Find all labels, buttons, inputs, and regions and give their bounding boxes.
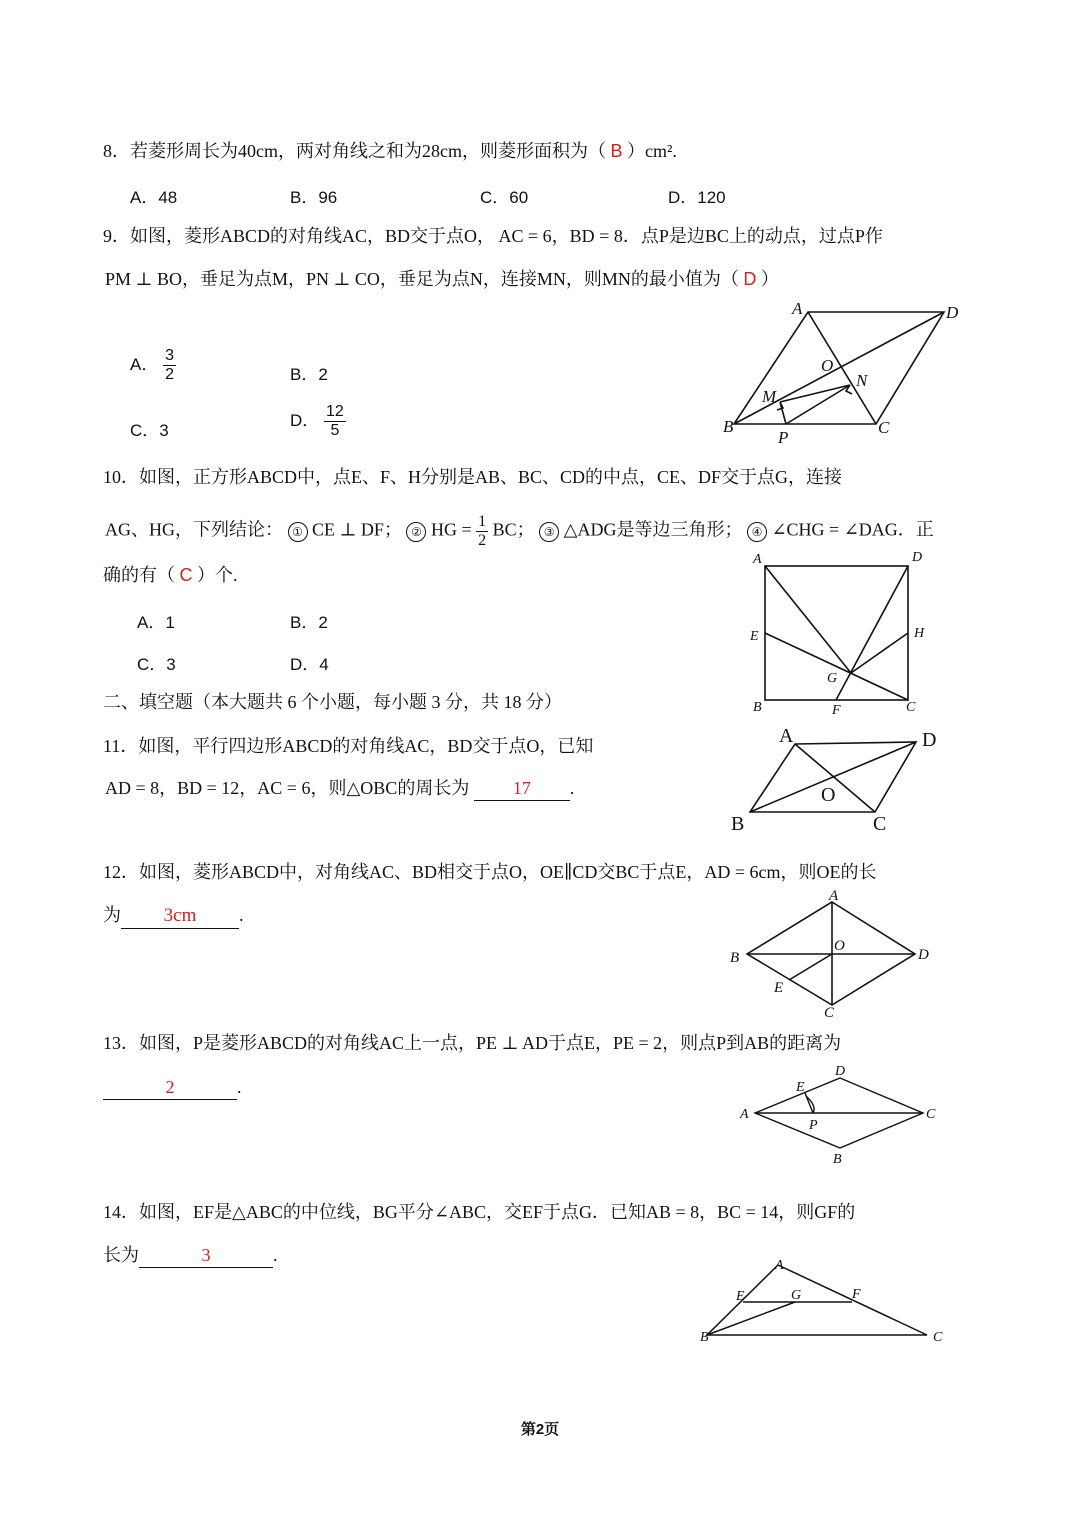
- q13-line2: 2 .: [103, 1075, 242, 1100]
- q13-label-c: C: [926, 1107, 936, 1122]
- q10-line3-suffix: ）个.: [197, 565, 238, 585]
- q12-label-a: A: [829, 888, 839, 904]
- q9-line1: 9．如图，菱形ABCD的对角线AC，BD交于点O， AC = 6，BD = 8．点P是边BC上的动点，过点P作: [103, 226, 883, 246]
- q10-line3: [103, 563, 238, 587]
- q12-label-c: C: [824, 1005, 835, 1021]
- q11-label-o: O: [821, 784, 836, 806]
- q10-label-g: G: [827, 671, 838, 686]
- q10-option-c: C．3: [137, 655, 176, 674]
- q9-label-p: P: [778, 428, 789, 447]
- q14-line2: 长为 3 .: [103, 1243, 278, 1268]
- q14-label-f: F: [852, 1287, 861, 1302]
- section-2-heading: 二、填空题（本大题共 6 个小题，每小题 3 分，共 18 分）: [103, 692, 562, 712]
- q9-option-b: B．2: [290, 365, 328, 384]
- q9-label-d: D: [946, 303, 959, 322]
- q10-line3-prefix: 确的有（: [103, 565, 175, 585]
- q10-conclusion-2-marker: ②: [406, 522, 426, 542]
- q8-option-d: D．120: [668, 188, 726, 207]
- q10-conclusion-1-marker: ①: [288, 522, 308, 542]
- q9-option-a-label: A．: [130, 354, 159, 374]
- q10-label-e: E: [750, 629, 759, 644]
- q10-figure: [745, 548, 935, 718]
- q14-answer-blank: [139, 1243, 273, 1268]
- q9-option-d-fraction: [324, 403, 346, 440]
- q14-figure: [695, 1255, 955, 1350]
- q10-answer: C: [179, 565, 193, 585]
- q10-conclusion-3-marker: ③: [539, 522, 559, 542]
- q12-label-o: O: [834, 938, 845, 954]
- q11-label-a: A: [779, 725, 794, 747]
- q8-option-b: B．96: [290, 188, 338, 207]
- q12-label-e: E: [774, 980, 784, 996]
- q10-label-c: C: [906, 700, 916, 715]
- q13-answer: 2: [165, 1077, 175, 1097]
- q12-line1: 12．如图，菱形ABCD中，对角线AC、BD相交于点O，OE∥CD交BC于点E，AD = 6cm，则OE的长: [103, 862, 877, 882]
- q13-label-e: E: [796, 1080, 805, 1095]
- q8-stem-suffix: ）cm².: [627, 141, 677, 161]
- q11-label-b: B: [731, 813, 745, 835]
- q9-option-d-denominator: 5: [330, 422, 340, 439]
- q14-line1: 14．如图，EF是△ABC的中位线，BG平分∠ABC，交EF于点G．已知AB = 8，BC = 14，则GF的: [103, 1202, 856, 1222]
- q10-label-b: B: [753, 700, 762, 715]
- q8-stem: [103, 139, 677, 163]
- q11-line1: 11．如图，平行四边形ABCD的对角线AC，BD交于点O，已知: [103, 736, 594, 756]
- q9-option-a: [130, 347, 176, 384]
- q9-option-c: C．3: [130, 421, 169, 440]
- q11-answer-blank: [474, 776, 570, 801]
- q13-line1: 13．如图，P是菱形ABCD的对角线AC上一点，PE ⊥ AD于点E，PE = 2，则点P到AB的距离为: [103, 1033, 842, 1053]
- q12-figure: [725, 888, 945, 1023]
- q10-option-a: A．1: [137, 613, 175, 632]
- q12-label-b: B: [730, 950, 740, 966]
- q10-option-d: D．4: [290, 655, 329, 674]
- q8-answer: B: [610, 141, 623, 161]
- q10-conclusion-4-marker: ④: [747, 522, 767, 542]
- q13-label-p: P: [809, 1118, 818, 1133]
- q13-label-d: D: [835, 1064, 846, 1079]
- q9-option-d-numerator: 12: [326, 403, 344, 420]
- q10-conclusion-1: CE ⊥ DF；: [312, 519, 402, 540]
- q10-line1: 10．如图，正方形ABCD中，点E、F、H分别是AB、BC、CD的中点，CE、DF交于点G，连接: [103, 467, 843, 487]
- q13-label-b: B: [833, 1152, 842, 1167]
- q10-label-d: D: [912, 550, 923, 565]
- q10-line2: [105, 513, 934, 550]
- q12-line2-prefix: 为: [103, 905, 121, 925]
- q10-half-denominator: 2: [478, 532, 487, 549]
- q9-label-o: O: [821, 356, 834, 375]
- q13-label-a: A: [740, 1107, 749, 1122]
- q8-option-c: C．60: [480, 188, 529, 207]
- q9-line2-suffix: ）: [760, 269, 779, 289]
- q9-label-c: C: [878, 418, 890, 437]
- q10-label-a: A: [753, 552, 762, 567]
- q12-answer: 3cm: [163, 905, 197, 926]
- q9-label-b: B: [723, 417, 734, 436]
- q10-conclusion-4: ∠CHG = ∠DAG．正: [771, 519, 934, 540]
- q11-label-d: D: [922, 729, 937, 751]
- q9-figure: [720, 298, 970, 448]
- q12-answer-blank: [121, 903, 239, 929]
- q11-line2: AD = 8，BD = 12，AC = 6，则△OBC的周长为 17 .: [105, 776, 574, 801]
- q10-half-fraction: [476, 513, 488, 550]
- q14-answer: 3: [201, 1245, 211, 1265]
- q9-line2: [105, 267, 779, 291]
- q9-option-a-fraction: [163, 347, 176, 384]
- q14-label-g: G: [791, 1288, 802, 1303]
- q14-label-c: C: [933, 1330, 943, 1345]
- q10-line2-a: AG、HG，下列结论：: [105, 519, 283, 540]
- q9-line2-prefix: PM ⊥ BO，垂足为点M，PN ⊥ CO，垂足为点N，连接MN，则MN的最小值为（: [105, 269, 739, 289]
- q10-conclusion-2a: HG =: [430, 519, 472, 540]
- q14-label-a: A: [775, 1258, 784, 1273]
- q11-answer: 17: [512, 778, 531, 798]
- q9-option-a-denominator: 2: [165, 366, 174, 383]
- q8-option-a: A．48: [130, 188, 178, 207]
- q13-answer-blank: [103, 1075, 237, 1100]
- q9-option-d: [290, 403, 346, 440]
- q11-figure: [725, 722, 955, 838]
- q13-figure: [735, 1060, 945, 1170]
- q8-stem-prefix: 8．若菱形周长为40cm，两对角线之和为28cm，则菱形面积为（: [103, 141, 606, 161]
- q9-option-d-label: D．: [290, 410, 320, 430]
- q10-conclusion-3: △ADG是等边三角形；: [563, 519, 743, 540]
- q14-label-b: B: [700, 1330, 709, 1345]
- q9-label-a: A: [792, 299, 803, 318]
- q9-label-n: N: [856, 371, 868, 390]
- q10-conclusion-2b: BC；: [492, 519, 535, 540]
- q12-line2: 为 3cm .: [103, 903, 244, 929]
- q10-half-numerator: 1: [478, 513, 487, 530]
- page-number: 第2页: [520, 1421, 560, 1438]
- q14-label-e: E: [736, 1289, 745, 1304]
- q14-line2-prefix: 长为: [103, 1245, 139, 1265]
- q12-label-d: D: [918, 947, 929, 963]
- q10-label-h: H: [914, 626, 925, 641]
- q9-label-m: M: [762, 387, 777, 406]
- q10-label-f: F: [832, 703, 841, 718]
- q9-option-a-numerator: 3: [165, 347, 174, 364]
- q10-option-b: B．2: [290, 613, 328, 632]
- q9-answer: D: [743, 269, 757, 289]
- q11-label-c: C: [873, 813, 887, 835]
- q11-line2-text: AD = 8，BD = 12，AC = 6，则△OBC的周长为: [105, 778, 470, 798]
